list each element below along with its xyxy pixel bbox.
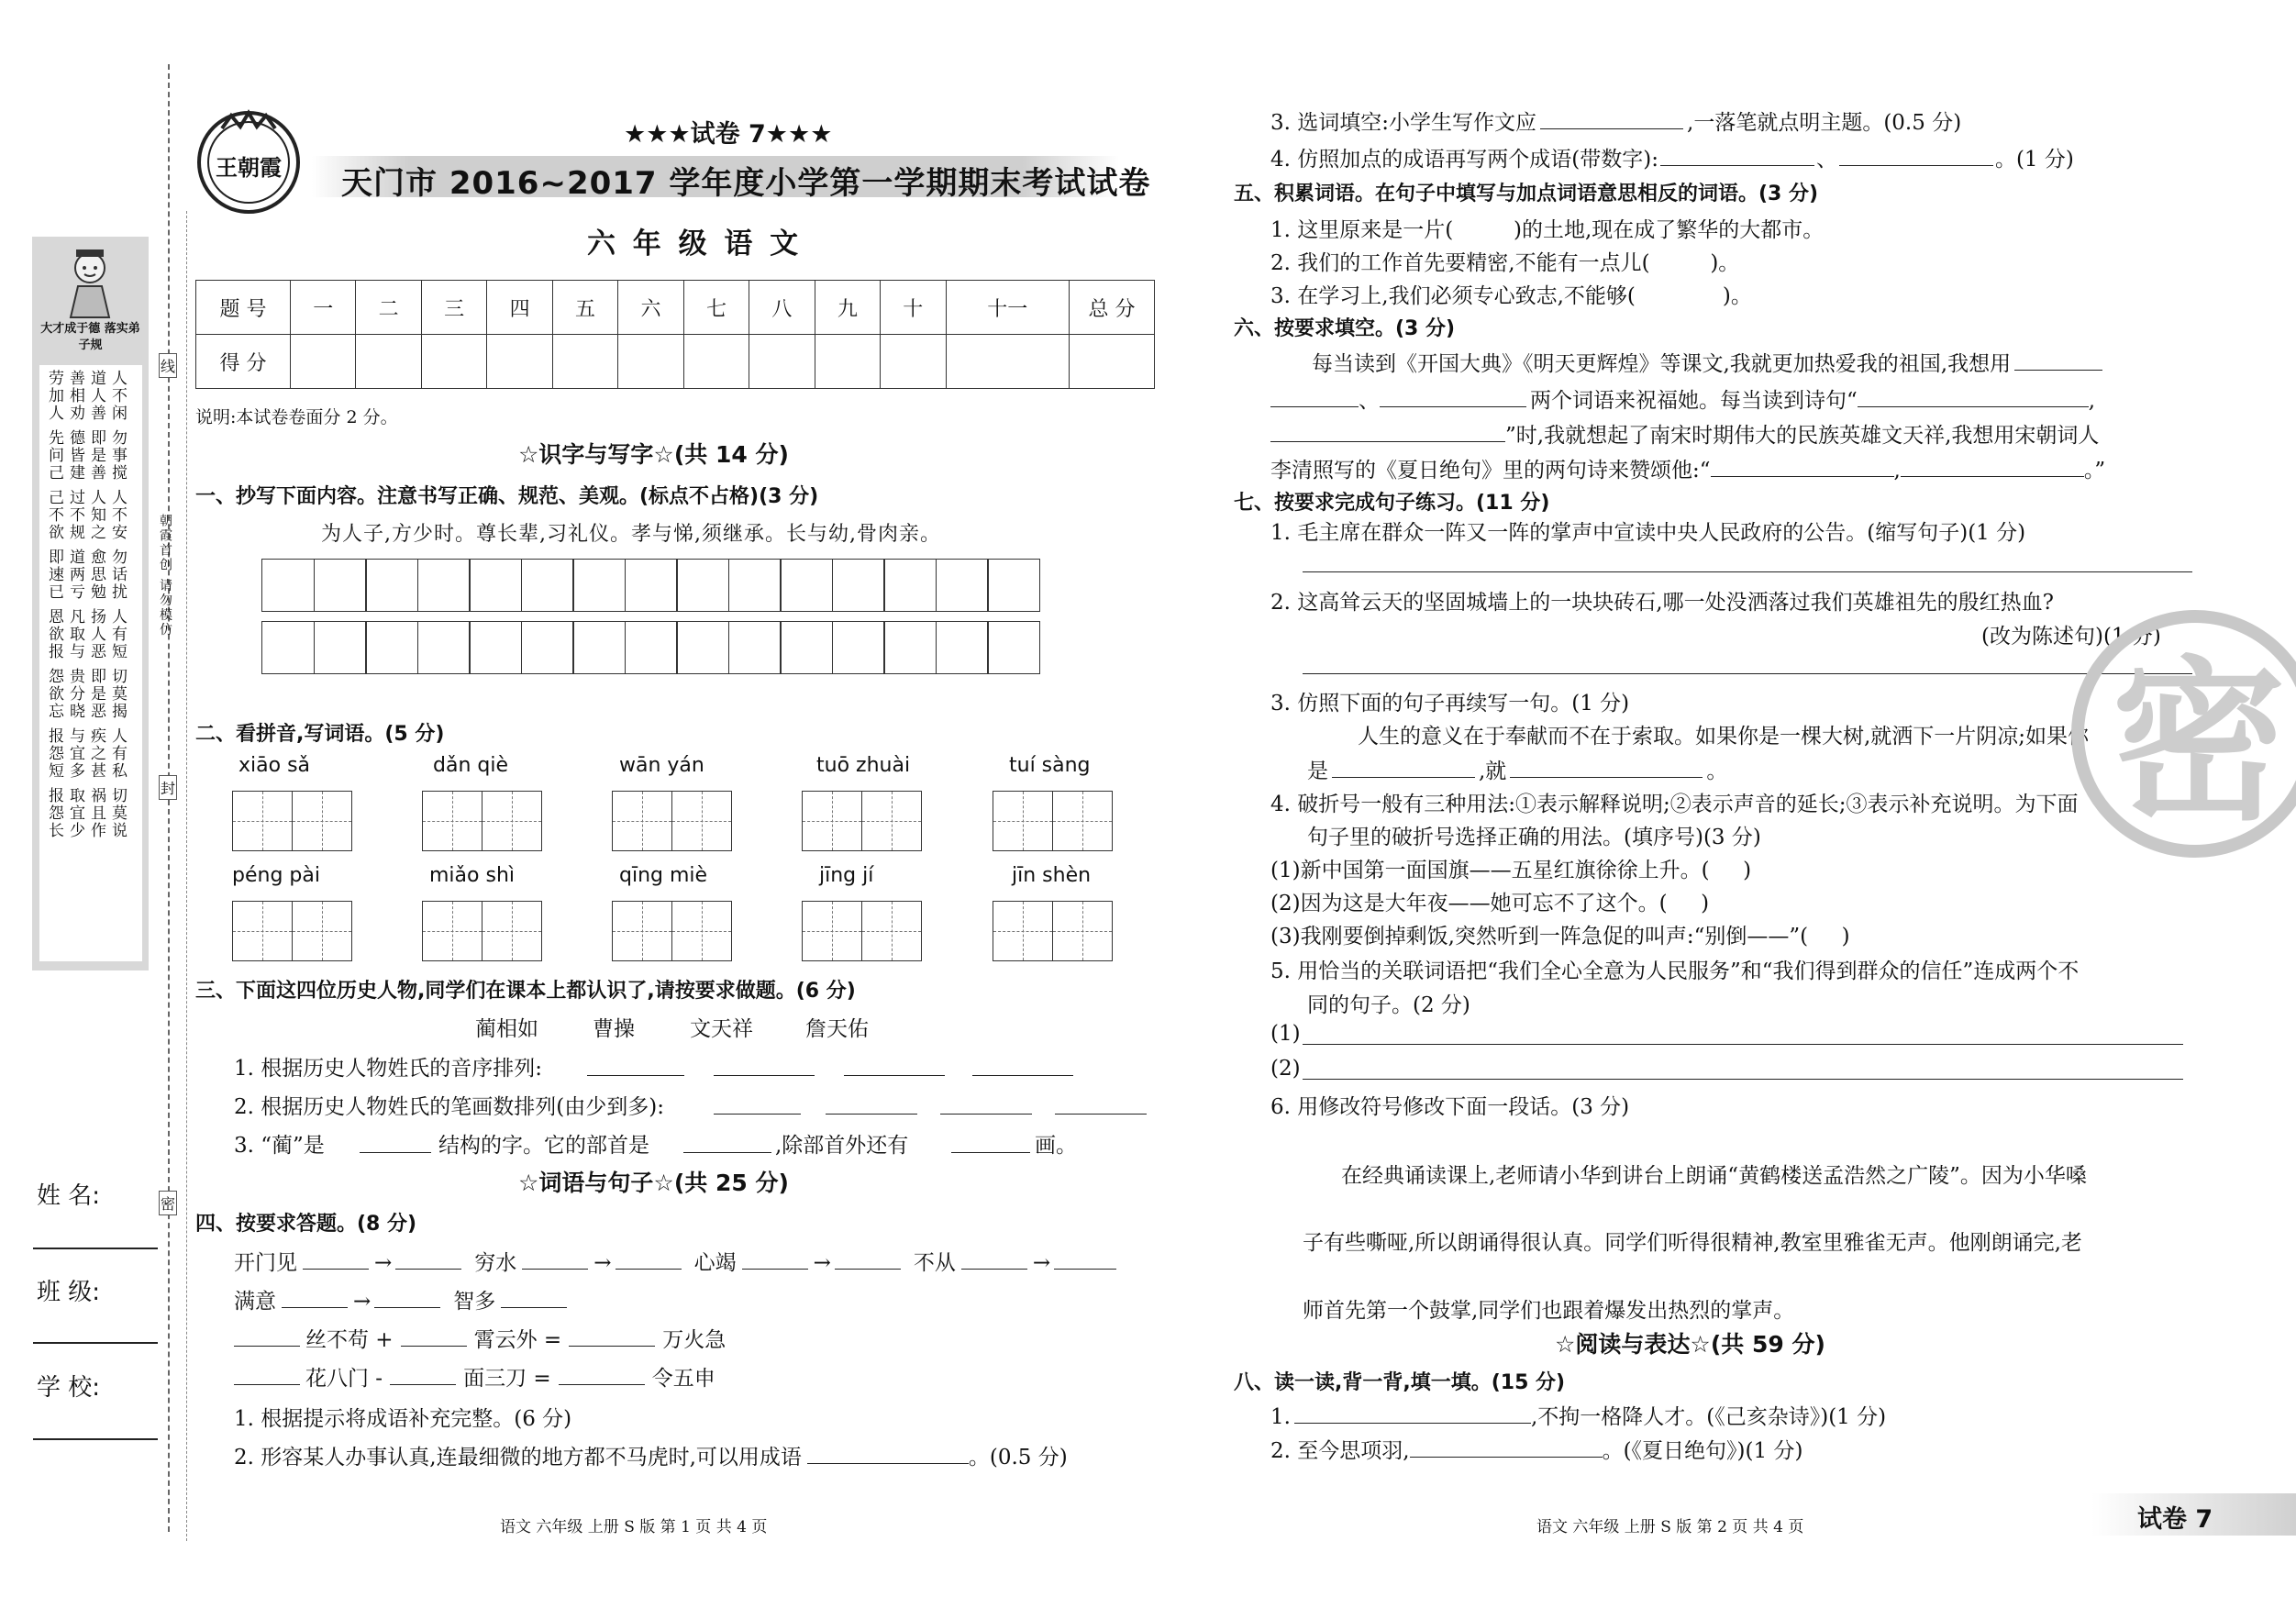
score-header-cell: 题 号 <box>196 281 291 335</box>
mascot-image <box>60 246 120 319</box>
proverb-line: 不不知不 <box>49 506 133 525</box>
answer-blank[interactable] <box>1055 1114 1147 1115</box>
score-input-cell[interactable] <box>552 335 617 389</box>
equation-part: 面三刀 = <box>463 1367 551 1391</box>
answer-blank[interactable] <box>1901 456 2084 477</box>
score-header-row <box>196 281 1155 335</box>
q6-text: 两个词语来祝福她。每当读到诗句“ <box>1530 389 1858 413</box>
section-heading-2: ☆词语与句子☆(共 25 分) <box>518 1170 789 1196</box>
q4-3-text: 3. 选词填空:小学生写作文应 <box>1270 111 1537 135</box>
pinyin-label: tuō zhuài <box>816 754 911 777</box>
dash-label-feng: 封 <box>159 775 177 800</box>
proverb-line: 欲取人有 <box>49 626 133 644</box>
footer-right: 语文 六年级 上册 S 版 第 2 页 共 4 页 <box>1536 1518 1804 1536</box>
writing-cell[interactable] <box>832 559 885 612</box>
writing-cell[interactable] <box>521 621 574 674</box>
answer-blank[interactable] <box>940 1114 1032 1115</box>
proverb-line: 长少作说 <box>49 822 133 840</box>
q7-5: 5. 用恰当的关联词语把“我们全心全意为人民服务”和“我们得到群众的信任”连成两个不 <box>1270 959 2080 983</box>
score-header-cell: 七 <box>683 281 749 335</box>
answer-blank[interactable] <box>961 1248 1027 1270</box>
answer-blank[interactable] <box>234 1364 300 1385</box>
pinyin-box[interactable] <box>612 791 730 851</box>
score-header-cell: 三 <box>421 281 486 335</box>
q4-4-text: 4. 仿照加点的成语再写两个成语(带数字): <box>1270 148 1658 172</box>
copy-grid-row-2[interactable] <box>261 621 1039 674</box>
chain-word: 智多 <box>453 1290 496 1314</box>
answer-blank[interactable] <box>1660 145 1814 166</box>
pinyin-box[interactable] <box>232 901 350 961</box>
dash-label-xian: 线 <box>159 353 177 378</box>
score-header-cell: 四 <box>487 281 552 335</box>
q8-1-text: ,不拘一格降人才。(《己亥杂诗》)(1 分) <box>1530 1405 1887 1429</box>
paper-number: ★★★试卷 7★★★ <box>624 120 833 149</box>
writing-cell[interactable] <box>572 621 626 674</box>
q4-1: 1. 根据提示将成语补充完整。(6 分) <box>234 1407 572 1431</box>
answer-blank[interactable] <box>714 1075 815 1076</box>
q3-3-d: 画。 <box>1035 1134 1077 1158</box>
q7-3-example: 人生的意义在于奉献而不在于索取。如果你是一棵大树,就洒下一片阴凉;如果你 <box>1358 725 2090 749</box>
q3-title: 三、下面这四位历史人物,同学们在课本上都认识了,请按要求做题。(6 分) <box>195 980 856 1003</box>
q2-title: 二、看拼音,写词语。(5 分) <box>195 723 445 746</box>
chain-word: 心竭 <box>693 1251 737 1275</box>
chain-word: 不从 <box>913 1251 956 1275</box>
pinyin-label: tuí sàng <box>1009 754 1091 777</box>
answer-blank[interactable] <box>1839 145 1993 166</box>
exam-title: 天门市 2016~2017 学年度小学第一学期期末考试试卷 <box>341 165 1151 202</box>
writing-cell[interactable] <box>676 559 729 612</box>
idiom-chain-1 <box>234 1246 1160 1276</box>
proverb-line: 已亏勉扰 <box>49 583 133 602</box>
q8-1 <box>1270 1400 1886 1430</box>
arrow-icon: → <box>593 1251 612 1275</box>
proverb-line: 问皆是事 <box>49 447 133 465</box>
q7-title: 七、按要求完成句子练习。(11 分) <box>1234 492 1550 515</box>
score-input-cell[interactable] <box>356 335 421 389</box>
answer-blank[interactable] <box>1858 386 2089 407</box>
q6-sep: , <box>2088 389 2096 413</box>
writing-cell[interactable] <box>261 621 315 674</box>
idiom-equation-2 <box>234 1361 715 1392</box>
pinyin-box[interactable] <box>422 901 540 961</box>
arrow-icon: → <box>374 1251 393 1275</box>
watermark-seal <box>2071 610 2296 858</box>
proverb-line: 报取祸切 <box>49 787 133 805</box>
equation-part: 花八门 - <box>305 1367 383 1391</box>
score-row-label: 得 分 <box>196 335 291 389</box>
answer-blank[interactable] <box>1410 1436 1603 1458</box>
writing-cell[interactable] <box>521 559 574 612</box>
idiom-equation-1 <box>234 1323 726 1353</box>
writing-cell[interactable] <box>365 559 418 612</box>
proverb-line: 速两思话 <box>49 566 133 584</box>
answer-blank[interactable] <box>303 1248 369 1270</box>
answer-blank[interactable] <box>1510 757 1703 778</box>
writing-cell[interactable] <box>832 621 885 674</box>
seal-text: 朝霞首创 请勿模仿 <box>158 514 172 638</box>
q7-2: 2. 这高耸云天的坚固城墙上的一块块砖石,哪一处没洒落过我们英雄祖先的殷红热血? <box>1270 591 2054 615</box>
score-input-cell[interactable] <box>683 335 749 389</box>
answer-blank[interactable] <box>1332 757 1475 778</box>
pinyin-label: péng pài <box>232 864 320 887</box>
writing-cell[interactable] <box>728 621 782 674</box>
score-input-cell[interactable] <box>421 335 486 389</box>
q6-title: 六、按要求填空。(3 分) <box>1234 317 1456 340</box>
q8-2-source: 。(《夏日绝句》)(1 分) <box>1602 1439 1803 1463</box>
person-name: 蔺相如 <box>475 1017 538 1041</box>
proverb-line: 怨贵即切 <box>49 668 133 686</box>
answer-blank[interactable] <box>395 1248 461 1270</box>
answer-blank[interactable] <box>234 1325 300 1347</box>
arrow-icon: → <box>813 1251 831 1275</box>
q4-4-sep: 、 <box>1815 148 1837 172</box>
school-field[interactable] <box>33 1438 158 1440</box>
q5-item: 1. 这里原来是一片( )的土地,现在成了繁华的大都市。 <box>1270 218 1825 242</box>
q5-title: 五、积累词语。在句子中填写与加点词语意思相反的词语。(3 分) <box>1234 183 1819 205</box>
mascot-caption: 大才成于德 落实弟子规 <box>40 322 140 352</box>
proverb-line: 恩凡扬人 <box>49 608 133 627</box>
q3-3-a: 3. “蔺”是 <box>234 1134 325 1158</box>
pinyin-label: miǎo shì <box>429 864 515 887</box>
answer-blank[interactable] <box>807 1443 969 1464</box>
writing-cell[interactable] <box>780 621 833 674</box>
dash-label-mi: 密 <box>159 1191 177 1215</box>
brand-logo <box>194 108 303 216</box>
q7-5-item: (1) <box>1270 1022 1301 1046</box>
q7-6-para-1: 在经典诵读课上,老师请小华到讲台上朗诵“黄鹤楼送孟浩然之广陵”。因为小华嗓 <box>1341 1164 2087 1188</box>
answer-line[interactable] <box>1303 571 2192 572</box>
q5-item: 2. 我们的工作首先要精密,不能有一点儿( )。 <box>1270 251 1740 275</box>
writing-cell[interactable] <box>936 621 989 674</box>
class-label: 班 级: <box>37 1279 101 1306</box>
answer-blank[interactable] <box>683 1152 771 1153</box>
q3-3-c: ,除部首外还有 <box>775 1134 909 1158</box>
q8-1-num: 1. <box>1270 1405 1291 1429</box>
section-heading-3: ☆阅读与表达☆(共 59 分) <box>1555 1331 1825 1358</box>
q6-text: 每当读到《开国大典》《明天更辉煌》等课文,我就更加热爱我的祖国,我想用 <box>1312 352 2012 376</box>
answer-blank[interactable] <box>616 1248 682 1270</box>
score-header-cell: 九 <box>815 281 880 335</box>
answer-blank[interactable] <box>835 1248 901 1270</box>
answer-blank[interactable] <box>714 1114 801 1115</box>
writing-cell[interactable] <box>676 621 729 674</box>
writing-cell[interactable] <box>987 559 1040 612</box>
proverb-line: 短多甚私 <box>49 762 133 781</box>
q7-3-text: ,就 <box>1479 760 1507 783</box>
score-input-cell[interactable] <box>487 335 552 389</box>
answer-blank[interactable] <box>1540 108 1683 129</box>
score-header-cell: 六 <box>618 281 683 335</box>
pinyin-label: jīn shèn <box>1012 864 1092 887</box>
subject-title: 六 年 级 语 文 <box>587 227 803 261</box>
q7-4-item: (1)新中国第一面国旗——五星红旗徐徐上升。( ) <box>1270 859 1752 882</box>
person-name: 曹操 <box>593 1017 635 1041</box>
writing-cell[interactable] <box>469 621 522 674</box>
answer-blank[interactable] <box>1711 456 1894 477</box>
section-heading-1: ☆识字与写字☆(共 14 分) <box>518 441 789 468</box>
answer-blank[interactable] <box>390 1364 456 1385</box>
writing-cell[interactable] <box>883 621 937 674</box>
score-header-cell: 十一 <box>946 281 1069 335</box>
q4-title: 四、按要求答题。(8 分) <box>195 1213 417 1236</box>
sidebar-panel <box>32 237 149 970</box>
q4-2 <box>234 1440 1068 1470</box>
writing-cell[interactable] <box>365 621 418 674</box>
proverb-line: 忘晓恶揭 <box>49 703 133 721</box>
school-label: 学 校: <box>37 1374 101 1402</box>
note: 说明:本试卷卷面分 2 分。 <box>195 407 398 427</box>
q3-3-b: 结构的字。它的部首是 <box>438 1134 649 1158</box>
answer-blank[interactable] <box>951 1152 1030 1153</box>
q7-3-text: 是 <box>1307 760 1328 783</box>
q5-item: 3. 在学习上,我们必须专心致志,不能够( )。 <box>1270 284 1752 308</box>
q7-6-para-2: 子有些嘶哑,所以朗诵得很认真。同学们听得很精神,教室里雅雀无声。他刚朗诵完,老 <box>1303 1231 2082 1255</box>
arrow-icon: → <box>353 1290 372 1314</box>
proverb-line: 劳善道人 <box>49 370 133 388</box>
q1-title: 一、抄写下面内容。注意书写正确、规范、美观。(标点不占格)(3 分) <box>195 485 819 508</box>
binding-line-left <box>186 211 187 1541</box>
q3-1: 1. 根据历史人物姓氏的音序排列: <box>234 1057 543 1081</box>
proverb-line: 己过人人 <box>49 489 133 507</box>
pinyin-label: jīng jí <box>819 864 874 887</box>
score-header-cell: 十 <box>881 281 946 335</box>
q7-6-para-3: 师首先第一个鼓掌,同学们也跟着爆发出热烈的掌声。 <box>1303 1299 1795 1323</box>
answer-blank[interactable] <box>587 1075 684 1076</box>
q8-2 <box>1270 1434 1802 1464</box>
answer-blank[interactable] <box>401 1325 467 1347</box>
proverb-line: 加相人不 <box>49 387 133 405</box>
idiom-chain-2 <box>234 1284 567 1314</box>
writing-cell[interactable] <box>417 621 471 674</box>
q1-text: 为人子,方少时。尊长辈,习礼仪。孝与悌,须继承。长与幼,骨肉亲。 <box>321 523 941 546</box>
chain-word: 满意 <box>234 1290 276 1314</box>
score-header-cell: 八 <box>749 281 815 335</box>
proverb-line: 己建善搅 <box>49 464 133 482</box>
answer-blank[interactable] <box>1270 421 1505 442</box>
answer-blank[interactable] <box>522 1248 588 1270</box>
answer-blank[interactable] <box>569 1325 655 1347</box>
pinyin-label: wān yán <box>619 754 704 777</box>
writing-cell[interactable] <box>987 621 1040 674</box>
answer-blank[interactable] <box>1380 386 1526 407</box>
q7-5-item: (2) <box>1270 1057 1301 1081</box>
q4-2-score: 。(0.5 分) <box>968 1446 1068 1469</box>
proverb-area <box>39 365 142 961</box>
q7-5b: 同的句子。(2 分) <box>1307 993 1470 1017</box>
q7-4-item: (3)我刚要倒掉剩饭,突然听到一阵急促的叫声:“别倒——”( ) <box>1270 925 1850 948</box>
q4-3-rest: ,一落笔就点明主题。(0.5 分) <box>1687 111 1962 135</box>
q7-3-fill <box>1307 754 1727 784</box>
q4-4-score: 。(1 分) <box>1994 148 2074 172</box>
logo-text: 王朝霞 <box>216 154 282 181</box>
writing-cell[interactable] <box>625 559 678 612</box>
q6-line1 <box>1312 347 2102 377</box>
q7-4: 4. 破折号一般有三种用法:①表示解释说明;②表示声音的延长;③表示补充说明。为下面 <box>1270 793 2079 816</box>
q8-title: 八、读一读,背一背,填一填。(15 分) <box>1234 1371 1566 1394</box>
equation-part: 万火急 <box>662 1328 727 1352</box>
writing-cell[interactable] <box>625 621 678 674</box>
chain-word: 开门见 <box>234 1251 297 1275</box>
score-table <box>195 280 1155 389</box>
q7-4-item: (2)因为这是大年夜——她可忘不了这个。( ) <box>1270 892 1710 915</box>
arrow-icon: → <box>1032 1251 1051 1275</box>
proverb-line: 怨宜之有 <box>49 745 133 763</box>
person-name: 詹天佑 <box>805 1017 869 1041</box>
q6-sep: 、 <box>1359 389 1380 413</box>
writing-cell[interactable] <box>936 559 989 612</box>
q4-2-text: 2. 形容某人办事认真,连最细微的地方都不马虎时,可以用成语 <box>234 1446 802 1469</box>
equation-part: 丝不苟 + <box>305 1328 394 1352</box>
score-header-cell: 二 <box>356 281 421 335</box>
q7-4b: 句子里的破折号选择正确的用法。(填序号)(3 分) <box>1307 826 1761 849</box>
footer-badge: 试卷 7 <box>2137 1505 2213 1534</box>
answer-blank[interactable] <box>742 1248 808 1270</box>
equation-part: 霄云外 = <box>473 1328 562 1352</box>
q3-2: 2. 根据历史人物姓氏的笔画数排列(由少到多): <box>234 1095 664 1119</box>
answer-blank[interactable] <box>360 1152 431 1153</box>
q6-sep: 。” <box>2083 459 2106 482</box>
proverb-line: 先德即勿 <box>49 429 133 448</box>
copy-grid-row-1[interactable] <box>261 559 1039 612</box>
answer-blank[interactable] <box>972 1075 1073 1076</box>
q6-text: 李清照写的《夏日绝句》里的两句诗来赞颂他:“ <box>1270 459 1711 482</box>
equation-part: 令五申 <box>651 1367 715 1391</box>
q7-6: 6. 用修改符号修改下面一段话。(3 分) <box>1270 1095 1630 1119</box>
pinyin-box[interactable] <box>232 791 350 851</box>
watermark-char: 密 <box>2112 639 2287 844</box>
proverb-line: 人劝善闲 <box>49 405 133 423</box>
q4-3 <box>1270 105 1961 136</box>
q8-2-text: 2. 至今思项羽, <box>1270 1439 1410 1463</box>
proverb-line: 报与恶短 <box>49 643 133 661</box>
score-input-cell[interactable] <box>618 335 683 389</box>
pinyin-box[interactable] <box>612 901 730 961</box>
pinyin-box[interactable] <box>802 901 920 961</box>
pinyin-label: dǎn qiè <box>433 754 508 777</box>
q4-4 <box>1270 142 2074 172</box>
answer-line[interactable] <box>1303 1044 2183 1045</box>
writing-cell[interactable] <box>469 559 522 612</box>
q7-2-req: (改为陈述句)(1 分) <box>1981 625 2161 649</box>
pinyin-label: xiāo sǎ <box>238 754 311 777</box>
writing-cell[interactable] <box>314 621 367 674</box>
score-header-cell: 一 <box>291 281 356 335</box>
answer-blank[interactable] <box>282 1287 348 1308</box>
score-header-cell: 总 分 <box>1070 281 1155 335</box>
q6-line3 <box>1270 418 2099 449</box>
q7-3: 3. 仿照下面的句子再续写一句。(1 分) <box>1270 692 1630 715</box>
answer-blank[interactable] <box>501 1287 567 1308</box>
proverb-line: 即道愈勿 <box>49 549 133 567</box>
writing-cell[interactable] <box>780 559 833 612</box>
pinyin-box[interactable] <box>993 791 1111 851</box>
answer-blank[interactable] <box>2014 349 2102 371</box>
score-input-cell[interactable] <box>881 335 946 389</box>
writing-cell[interactable] <box>314 559 367 612</box>
answer-blank[interactable] <box>1294 1403 1531 1424</box>
answer-blank[interactable] <box>1270 386 1359 407</box>
answer-blank[interactable] <box>374 1287 440 1308</box>
score-input-cell[interactable] <box>815 335 880 389</box>
answer-blank[interactable] <box>826 1114 917 1115</box>
q6-line2 <box>1270 383 2095 414</box>
answer-line[interactable] <box>1303 1079 2183 1080</box>
name-label: 姓 名: <box>37 1182 101 1210</box>
answer-blank[interactable] <box>844 1075 945 1076</box>
proverb-line: 欲分是莫 <box>49 685 133 704</box>
pinyin-box[interactable] <box>802 791 920 851</box>
q6-sep: , <box>1893 459 1901 482</box>
score-input-cell[interactable] <box>946 335 1069 389</box>
pinyin-box[interactable] <box>993 901 1111 961</box>
score-input-cell[interactable] <box>749 335 815 389</box>
proverb-line: 欲规之安 <box>49 524 133 542</box>
score-input-cell[interactable] <box>1070 335 1155 389</box>
writing-cell[interactable] <box>728 559 782 612</box>
class-field[interactable] <box>33 1342 158 1344</box>
writing-cell[interactable] <box>417 559 471 612</box>
q7-1: 1. 毛主席在群众一阵又一阵的掌声中宣读中央人民政府的公告。(缩写句子)(1 分) <box>1270 521 2026 545</box>
pinyin-label: qīng miè <box>619 864 708 887</box>
writing-cell[interactable] <box>572 559 626 612</box>
q6-line4 <box>1270 453 2105 483</box>
score-header-cell: 五 <box>552 281 617 335</box>
person-name: 文天祥 <box>690 1017 753 1041</box>
footer-left: 语文 六年级 上册 S 版 第 1 页 共 4 页 <box>500 1518 768 1536</box>
proverb-line: 怨宜且莫 <box>49 804 133 823</box>
q6-text: ”时,我就想起了南宋时期伟大的民族英雄文天祥,我想用宋朝词人 <box>1505 424 2100 448</box>
chain-word: 穷水 <box>474 1251 517 1275</box>
proverb-line: 报与疾人 <box>49 727 133 746</box>
answer-line[interactable] <box>1303 673 2192 674</box>
score-value-row <box>196 335 1155 389</box>
answer-blank[interactable] <box>1054 1248 1116 1270</box>
pinyin-box[interactable] <box>422 791 540 851</box>
writing-cell[interactable] <box>883 559 937 612</box>
score-input-cell[interactable] <box>291 335 356 389</box>
writing-cell[interactable] <box>261 559 315 612</box>
name-field[interactable] <box>33 1248 158 1249</box>
q7-3-text: 。 <box>1706 760 1728 783</box>
answer-blank[interactable] <box>559 1364 645 1385</box>
